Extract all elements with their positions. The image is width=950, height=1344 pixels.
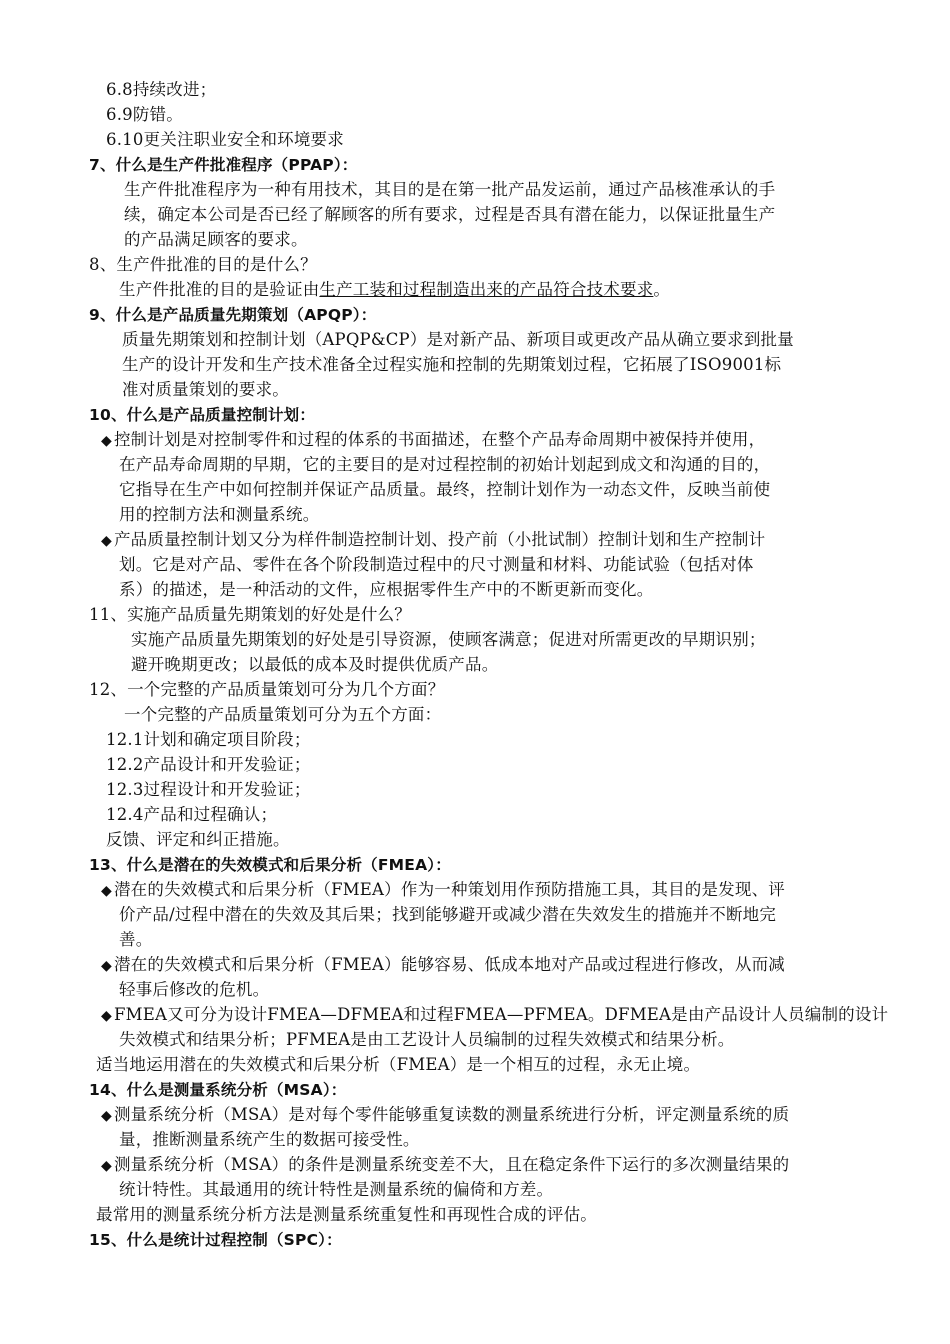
bullet-item — [101, 428, 765, 453]
question-15-heading: 15、什么是统计过程控制（SPC）： — [89, 1231, 342, 1249]
bullet-text: 产品质量控制计划又分为样件制造控制计划、投产前（小批试制）控制计划和生产控制计 — [113, 530, 766, 549]
bullet-text: 潜在的失效模式和后果分析（FMEA）作为一种策划用作预防措施工具，其目的是发现、评 — [113, 880, 785, 899]
bullet-text: 测量系统分析（MSA）是对每个零件能够重复读数的测量系统进行分析，评定测量系统的质 — [113, 1105, 790, 1124]
bullet-continuation: 价产品/过程中潜在的失效及其后果；找到能够避开或减少潜在失效发生的措施并不断地完 — [119, 905, 777, 924]
answer-7-line: 生产件批准程序为一种有用技术，其目的是在第一批产品发运前，通过产品核准承认的手 — [124, 180, 776, 199]
question-11-heading: 11、实施产品质量先期策划的好处是什么？ — [89, 605, 411, 624]
question-13-heading: 13、什么是潜在的失效模式和后果分析（FMEA）： — [89, 856, 451, 874]
bullet-continuation: 善。 — [119, 930, 153, 949]
bullet-continuation: 统计特性。其最通用的统计特性是测量系统的偏倚和方差。 — [119, 1180, 554, 1199]
bullet-item — [101, 878, 785, 903]
item-6-8: 6.8持续改进； — [106, 80, 217, 99]
bullet-text: 测量系统分析（MSA）的条件是测量系统变差不大，且在稳定条件下运行的多次测量结果的 — [113, 1155, 790, 1174]
question-8-heading: 8、生产件批准的目的是什么？ — [89, 255, 317, 274]
bullet-text: 控制计划是对控制零件和过程的体系的书面描述，在整个产品寿命周期中被保持并使用， — [113, 430, 766, 449]
bullet-item — [101, 1103, 789, 1128]
answer-9-line: 质量先期策划和控制计划（APQP&CP）是对新产品、新项目或更改产品从确立要求到批量 — [122, 330, 794, 349]
bullet-item — [101, 528, 765, 553]
answer-12-item: 12.2产品设计和开发验证； — [106, 755, 311, 774]
answer-11-line: 避开晚期更改；以最低的成本及时提供优质产品。 — [131, 655, 499, 674]
bullet-continuation: 它指导在生产中如何控制并保证产品质量。最终，控制计划作为一动态文件，反映当前使 — [119, 480, 771, 499]
answer-14-closing: 最常用的测量系统分析方法是测量系统重复性和再现性合成的评估。 — [96, 1205, 597, 1224]
bullet-continuation: 用的控制方法和测量系统。 — [119, 505, 320, 524]
answer-7-line: 续，确定本公司是否已经了解顾客的所有要求，过程是否具有潜在能力，以保证批量生产 — [124, 205, 776, 224]
answer-9-line: 准对质量策划的要求。 — [122, 380, 289, 399]
bullet-continuation: 失效模式和结果分析；PFMEA是由工艺设计人员编制的过程失效模式和结果分析。 — [119, 1030, 735, 1049]
item-6-9: 6.9防错。 — [106, 105, 183, 124]
bullet-item — [101, 1003, 888, 1028]
answer-8-suffix: 。 — [653, 280, 671, 299]
bullet-continuation: 系）的描述，是一种活动的文件，应根据零件生产中的不断更新而变化。 — [119, 580, 654, 599]
item-6-10: 6.10更关注职业安全和环境要求 — [106, 130, 344, 149]
answer-8-line — [119, 278, 670, 302]
answer-8-underlined: 生产工装和过程制造出来的产品符合技术要求 — [319, 280, 654, 299]
answer-12-intro: 一个完整的产品质量策划可分为五个方面： — [124, 705, 442, 724]
answer-11-line: 实施产品质量先期策划的好处是引导资源，使顾客满意；促进对所需更改的早期识别； — [131, 630, 766, 649]
diamond-bullet-icon: ◆ — [101, 883, 112, 899]
bullet-continuation: 轻事后修改的危机。 — [119, 980, 270, 999]
question-7-heading: 7、什么是生产件批准程序（PPAP）： — [89, 156, 358, 174]
diamond-bullet-icon: ◆ — [101, 433, 112, 449]
answer-12-item: 12.1计划和确定项目阶段； — [106, 730, 311, 749]
diamond-bullet-icon: ◆ — [101, 1158, 112, 1174]
answer-7-line: 的产品满足顾客的要求。 — [124, 230, 308, 249]
answer-12-item: 12.4产品和过程确认； — [106, 805, 278, 824]
answer-12-item: 反馈、评定和纠正措施。 — [106, 830, 290, 849]
diamond-bullet-icon: ◆ — [101, 1008, 112, 1024]
question-9-heading: 9、什么是产品质量先期策划（APQP）： — [89, 306, 377, 324]
diamond-bullet-icon: ◆ — [101, 958, 112, 974]
answer-13-closing: 适当地运用潜在的失效模式和后果分析（FMEA）是一个相互的过程，永无止境。 — [96, 1055, 701, 1074]
bullet-item — [101, 953, 785, 978]
question-14-heading: 14、什么是测量系统分析（MSA）： — [89, 1081, 347, 1099]
bullet-item — [101, 1153, 789, 1178]
diamond-bullet-icon: ◆ — [101, 533, 112, 549]
bullet-continuation: 划。它是对产品、零件在各个阶段制造过程中的尺寸测量和材料、功能试验（包括对体 — [119, 555, 754, 574]
diamond-bullet-icon: ◆ — [101, 1108, 112, 1124]
answer-12-item: 12.3过程设计和开发验证； — [106, 780, 311, 799]
bullet-continuation: 量，推断测量系统产生的数据可接受性。 — [119, 1130, 420, 1149]
question-12-heading: 12、一个完整的产品质量策划可分为几个方面？ — [89, 680, 445, 699]
bullet-continuation: 在产品寿命周期的早期，它的主要目的是对过程控制的初始计划起到成文和沟通的目的， — [119, 455, 771, 474]
bullet-text: 潜在的失效模式和后果分析（FMEA）能够容易、低成本地对产品或过程进行修改，从而减 — [113, 955, 785, 974]
answer-9-line: 生产的设计开发和生产技术准备全过程实施和控制的先期策划过程，它拓展了ISO9001标 — [122, 355, 782, 374]
answer-8-prefix: 生产件批准的目的是验证由 — [119, 280, 320, 299]
question-10-heading: 10、什么是产品质量控制计划： — [89, 406, 316, 424]
bullet-text: FMEA又可分为设计FMEA—DFMEA和过程FMEA—PFMEA。DFMEA是由产品设计人员编制的设计 — [113, 1005, 889, 1024]
